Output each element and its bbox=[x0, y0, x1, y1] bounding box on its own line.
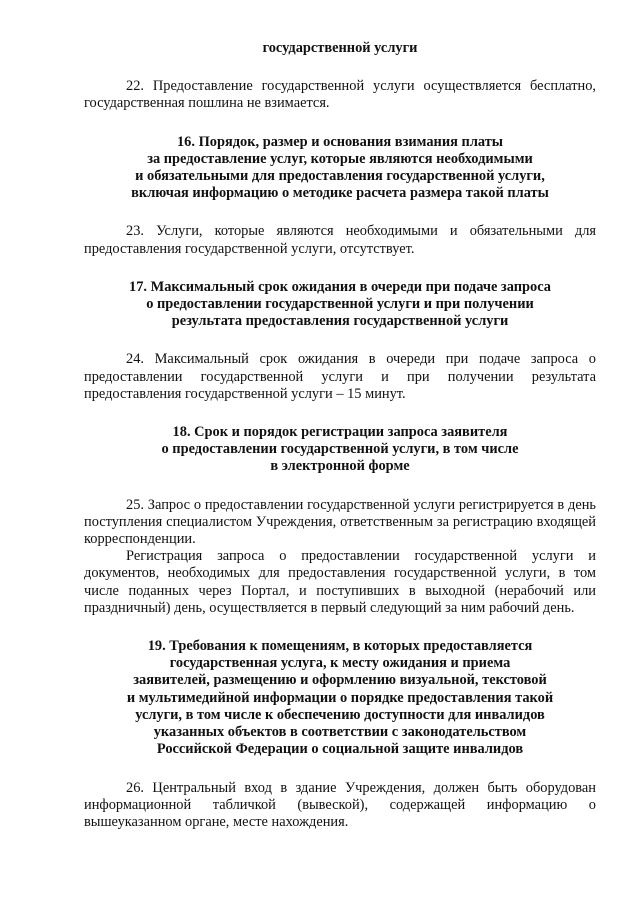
heading-line: и обязательными для предоставления государственной услуги, bbox=[135, 168, 545, 185]
heading-line: 16. Порядок, размер и основания взимания платы bbox=[176, 133, 504, 150]
section-16-heading bbox=[84, 134, 596, 203]
section-19-heading bbox=[84, 638, 596, 758]
heading-line: и мультимедийной информации о порядке предоставления такой bbox=[126, 689, 554, 706]
heading-line: о предоставлении государственной услуги и при получении bbox=[146, 296, 534, 313]
heading-line: включая информацию о методике расчета размера такой платы bbox=[131, 185, 549, 202]
paragraph-25-registration: Регистрация запроса о предоставлении государственной услуги и документов, необходимых для предоставления государственной услуги, в том числе поданных через Портал, и поступивших в выходной (нерабочий или праздничный) день, осуществляется в первый следующий за ним рабочий день. bbox=[84, 548, 596, 616]
paragraph-24: 24. Максимальный срок ожидания в очереди при подаче запроса о предоставлении государственной услуги и при получении результата предоставления государственной услуги – 15 минут. bbox=[84, 351, 596, 402]
heading-line: 18. Срок и порядок регистрации запроса заявителя bbox=[172, 424, 508, 441]
paragraph-25: 25. Запрос о предоставлении государственной услуги регистрируется в день поступления специалистом Учреждения, ответственным за регистрацию входящей корреспонденции. bbox=[84, 496, 596, 548]
top-heading: государственной услуги bbox=[262, 40, 418, 56]
paragraph-22: 22. Предоставление государственной услуги осуществляется бесплатно, государственная пошлина не взимается. bbox=[84, 78, 596, 112]
heading-line: государственная услуга, к месту ожидания и приема bbox=[169, 655, 511, 672]
heading-line: заявителей, размещению и оформлению визуальной, текстовой bbox=[133, 672, 547, 689]
paragraph-23: 23. Услуги, которые являются необходимыми и обязательными для предоставления государственной услуги, отсутствует. bbox=[84, 223, 596, 257]
heading-line: 17. Максимальный срок ожидания в очереди при подаче запроса bbox=[129, 278, 551, 295]
heading-line: в электронной форме bbox=[270, 458, 410, 475]
heading-line: 19. Требования к помещениям, в которых предоставляется bbox=[147, 638, 533, 655]
paragraph-26: 26. Центральный вход в здание Учреждения, должен быть оборудован информационной табличкой (вывеской), содержащей информацию о вышеуказанном органе, месте нахождения. bbox=[84, 779, 596, 830]
heading-line: услуги, в том числе к обеспечению доступности для инвалидов bbox=[135, 706, 545, 723]
heading-line: о предоставлении государственной услуги, в том числе bbox=[161, 441, 519, 458]
section-18-heading bbox=[84, 424, 596, 476]
section-17-heading bbox=[84, 279, 596, 331]
heading-line: за предоставление услуг, которые являются необходимыми bbox=[147, 150, 533, 167]
heading-line: результата предоставления государственной услуги bbox=[171, 313, 509, 330]
heading-line: Российской Федерации о социальной защите инвалидов bbox=[156, 741, 524, 758]
heading-line: указанных объектов в соответствии с законодательством bbox=[153, 724, 527, 741]
